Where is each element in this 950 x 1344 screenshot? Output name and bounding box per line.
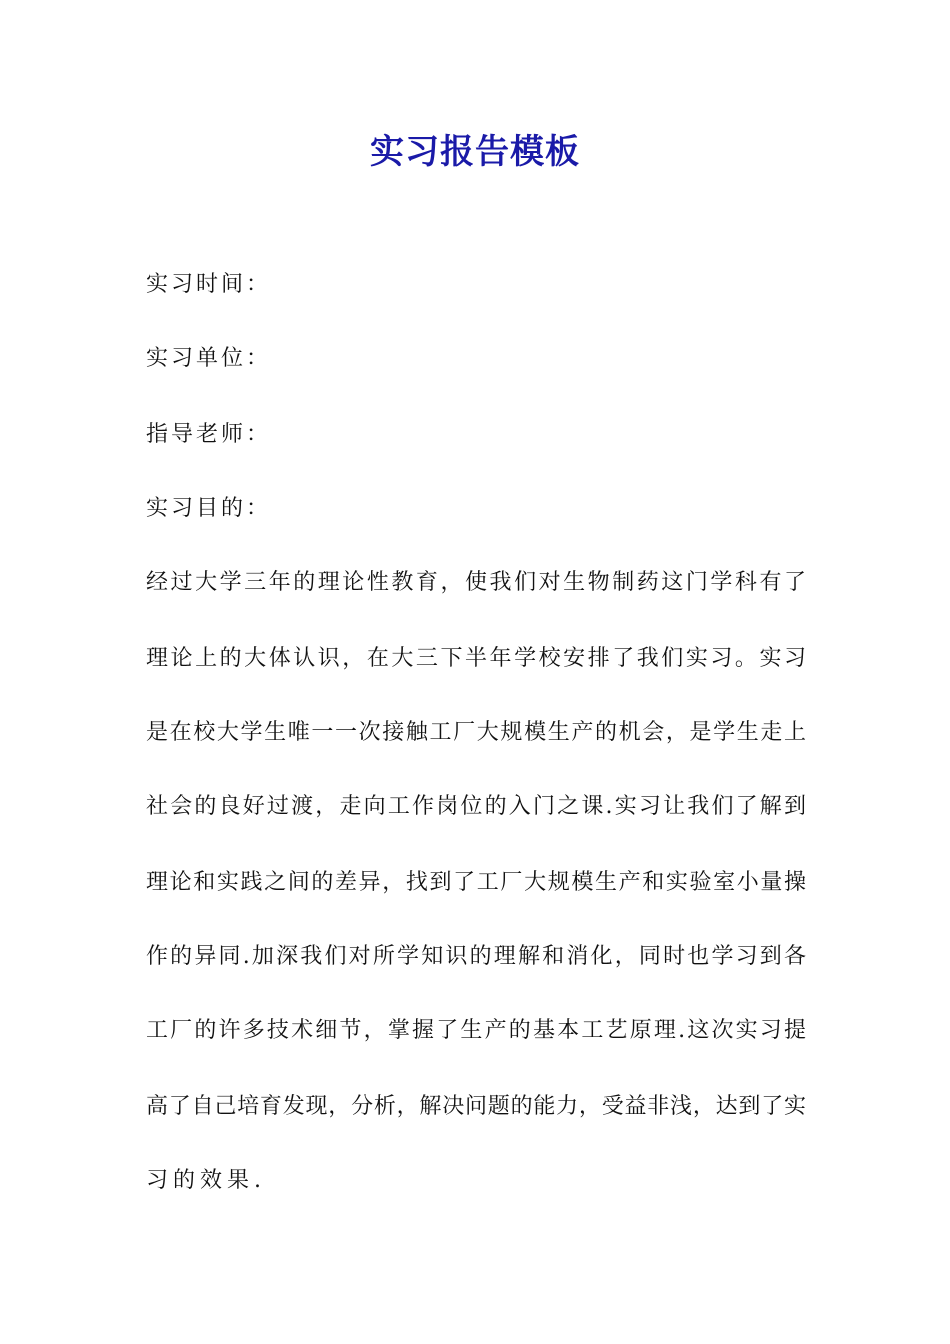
- paragraph-line: 习的效果.: [146, 1168, 266, 1193]
- paragraph-line: 理论和实践之间的差异，找到了工厂大规模生产和实验室小量操: [146, 870, 806, 895]
- paragraph-line: 社会的良好过渡，走向工作岗位的入门之课.实习让我们了解到: [146, 794, 806, 819]
- paragraph-line: 经过大学三年的理论性教育，使我们对生物制药这门学科有了: [146, 570, 806, 595]
- internship-unit-label: 实习单位：: [146, 346, 272, 371]
- document-title: 实习报告模板: [370, 132, 580, 172]
- supervisor-label: 指导老师：: [146, 422, 272, 447]
- paragraph-line: 高了自己培育发现，分析，解决问题的能力，受益非浅，达到了实: [146, 1094, 806, 1119]
- paragraph-line: 理论上的大体认识，在大三下半年学校安排了我们实习。实习: [146, 646, 806, 671]
- paragraph-line: 工厂的许多技术细节，掌握了生产的基本工艺原理.这次实习提: [146, 1018, 806, 1043]
- paragraph-line: 是在校大学生唯一一次接触工厂大规模生产的机会，是学生走上: [146, 720, 806, 745]
- internship-time-label: 实习时间：: [146, 272, 272, 297]
- internship-purpose-label: 实习目的：: [146, 496, 272, 521]
- paragraph-line: 作的异同.加深我们对所学知识的理解和消化，同时也学习到各: [146, 944, 806, 969]
